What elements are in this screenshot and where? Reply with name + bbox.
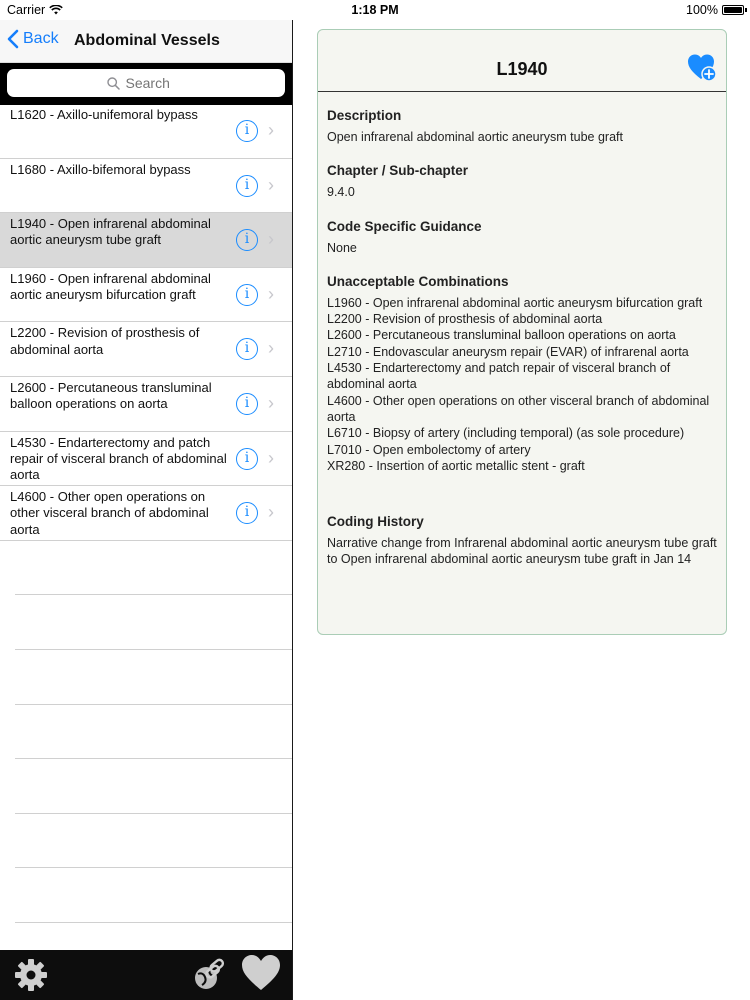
history-heading: Coding History (327, 514, 424, 530)
combination-item: L6710 - Biopsy of artery (including temporal) (as sole procedure) (327, 426, 685, 441)
combination-item: L4530 - Endarterectomy and patch repair of visceral branch of abdominal aorta (327, 361, 671, 392)
search-bar (0, 63, 292, 105)
nav-title: Abdominal Vessels (74, 32, 220, 49)
chapter-text: 9.4.0 (327, 185, 355, 200)
combination-item: L7010 - Open embolectomy of artery (327, 442, 531, 457)
battery-percent: 100% (686, 3, 718, 17)
battery-tip (745, 8, 747, 12)
chevron-right-icon: › (268, 502, 274, 523)
heart-icon[interactable] (241, 954, 281, 992)
combinations-list (327, 295, 717, 474)
guidance-heading: Code Specific Guidance (327, 218, 482, 234)
nav-bar (0, 20, 292, 63)
info-icon[interactable]: i (236, 120, 258, 142)
guidance-text: None (327, 240, 357, 255)
list-item[interactable] (0, 268, 292, 323)
gear-icon[interactable] (14, 958, 48, 992)
info-icon[interactable]: i (236, 502, 258, 524)
chevron-right-icon: › (268, 120, 274, 140)
chevron-right-icon: › (268, 229, 274, 250)
info-icon[interactable]: i (236, 448, 258, 470)
empty-row (15, 541, 292, 596)
description-heading: Description (327, 108, 402, 123)
list-item[interactable] (0, 486, 292, 541)
search-input[interactable] (126, 75, 186, 91)
tab-bar (0, 950, 292, 1000)
detail-body (318, 92, 726, 568)
info-icon[interactable]: i (236, 175, 258, 197)
list-item-label: L1680 - Axillo-bifemoral bypass (10, 161, 191, 177)
combination-item: L4600 - Other open operations on other visceral branch of abdominal aorta (327, 393, 710, 424)
chevron-right-icon: › (268, 338, 274, 359)
detail-title: L1940 (496, 59, 548, 79)
search-field[interactable] (7, 69, 285, 97)
status-battery (686, 3, 744, 17)
info-icon[interactable]: i (236, 338, 258, 360)
empty-row (15, 650, 292, 705)
spacer (327, 492, 717, 510)
list-item[interactable] (0, 159, 292, 214)
status-bar (0, 0, 750, 20)
empty-row (15, 759, 292, 814)
list-item-label: L2600 - Percutaneous transluminal balloon operations on aorta (10, 379, 212, 412)
history-text: Narrative change from Infrarenal abdominal aortic aneurysm tube graft to Open infrarenal abdominal aortic aneurysm tube graft in Jan 14 (327, 536, 717, 567)
link-globe-icon[interactable] (193, 958, 227, 992)
empty-row (15, 705, 292, 760)
list-item-label: L2200 - Revision of prosthesis of abdominal aorta (10, 325, 200, 357)
combination-item: L2710 - Endovascular aneurysm repair (EVAR) of infrarenal aorta (327, 344, 689, 359)
heart-add-icon[interactable] (687, 53, 717, 83)
list-item-label: L4530 - Endarterectomy and patch repair of visceral branch of abdominal aorta (10, 434, 227, 483)
list-item-label: L1960 - Open infrarenal abdominal aortic aneurysm bifurcation graft (10, 270, 211, 303)
chapter-heading: Chapter / Sub-chapter (327, 163, 469, 179)
master-pane (0, 20, 293, 1000)
empty-row (15, 814, 292, 869)
combinations-heading: Unacceptable Combinations (327, 273, 509, 289)
combination-item: L2600 - Percutaneous transluminal balloon operations on aorta (327, 328, 676, 343)
list-item-label: L1940 - Open infrarenal abdominal aortic aneurysm tube graft (10, 216, 211, 248)
chevron-right-icon: › (268, 447, 274, 468)
combination-item: XR280 - Insertion of aortic metallic stent - graft (327, 458, 585, 473)
procedure-list (0, 104, 292, 923)
list-item-label: L4600 - Other open operations on other visceral branch of abdominal aorta (10, 489, 209, 537)
combination-item: L2200 - Revision of prosthesis of abdominal aorta (327, 312, 603, 327)
chevron-right-icon: › (268, 283, 274, 304)
list-item[interactable] (0, 432, 292, 487)
combination-item: L1960 - Open infrarenal abdominal aortic aneurysm bifurcation graft (327, 295, 703, 310)
empty-row (15, 595, 292, 650)
list-item[interactable] (0, 213, 292, 268)
chevron-left-icon (7, 29, 19, 49)
detail-panel (317, 29, 727, 635)
list-item[interactable] (0, 322, 292, 377)
carrier-label: Carrier (7, 3, 46, 17)
info-icon[interactable]: i (236, 393, 258, 415)
back-button[interactable] (7, 29, 59, 49)
chevron-right-icon: › (268, 392, 274, 413)
list-item[interactable] (0, 377, 292, 432)
detail-header (318, 30, 726, 92)
info-icon[interactable]: i (236, 229, 258, 251)
search-icon (107, 77, 120, 90)
list-item[interactable] (0, 104, 292, 159)
back-label: Back (23, 30, 59, 47)
list-item-label: L1620 - Axillo-unifemoral bypass (10, 107, 198, 122)
empty-row (15, 868, 292, 923)
battery-icon (722, 5, 744, 15)
info-icon[interactable]: i (236, 284, 258, 306)
status-time: 1:18 PM (351, 3, 399, 17)
chevron-right-icon: › (268, 174, 274, 195)
battery-fill (724, 7, 742, 13)
description-text: Open infrarenal abdominal aortic aneurysm tube graft (327, 130, 623, 144)
